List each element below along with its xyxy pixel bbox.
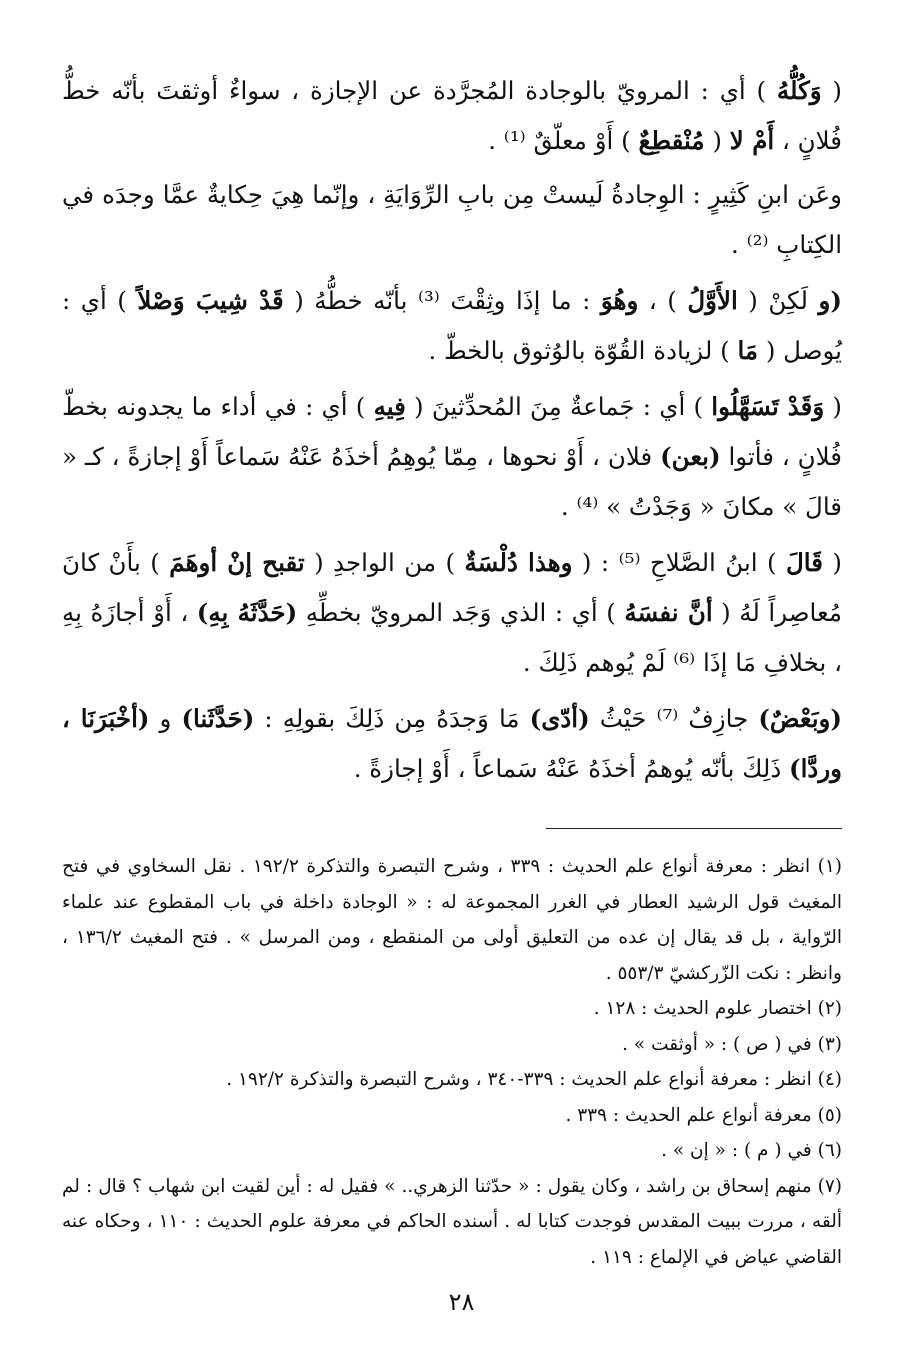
footnotes [62,849,842,1275]
paragraph-2: وعَن ابنِ كَثِيرٍ : الوِجادةُ لَيستْ مِن بابِ الرِّوَايَةِ ، وإنّما هِيَ حِكايةٌ عمَّا وجدَه في الكِتابِ ⁽²⁾ . [62,180,842,259]
bold-term: قَالَ [786,548,823,577]
text-run: لَكِنْ ( [737,286,819,315]
bold-term: مَا [737,336,759,365]
bold-term: (و [818,286,842,315]
book-page [62,66,842,1275]
bold-term: (وبَعْضٌ) [758,704,842,733]
footnote: (٢) اختصار علوم الحديث : ١٢٨ . [593,998,842,1019]
text-run: مَا وَجدَهُ مِن ذَلِكَ بقولِهِ : [254,704,530,733]
text-run: ) أي : في أداء ما يجدونه بخطّ فُلانٍ ، فأتوا [62,392,843,471]
bold-term: (أخْبَرَنَا ، وردَّا) [62,704,842,783]
text-run: ) ، [638,286,688,315]
text-run: ( [821,76,842,105]
paragraph-4 [62,382,842,532]
text-run: ) أي : يُوصل ( [62,286,842,365]
bold-term: وهذا دُلْسَةٌ [464,548,573,577]
paragraph-6 [62,694,842,794]
text-run: ) أي : الذي وَجَد المرويّ بخطِّهِ [297,598,625,627]
bold-term: أَمْ لا [729,126,775,155]
bold-term: فِيهِ [373,392,406,421]
paragraph-1 [62,66,842,166]
footnote: (١) انظر : معرفة أنواع علم الحديث : ٣٣٩ ، وشرح التبصرة والتذكرة ١٩٢/٢ . نقل السخاوي في فتح المغيث قول الرشيد العطار في الغرر المجموعة له : « الوجادة داخلة في باب المقطوع عند علماء الرّواية ، بل قد يقال إن عده من التعليق أولى من المنقطع ، ومن المرسل » . فتح المغيث ١٣٦/٢ ، وانظر : نكت الزّركشيّ ٥٥٣/٣ . [62,856,842,984]
bold-term: أنَّ نفسَهُ [624,598,713,627]
text-run: جازِفٌ ⁽⁷⁾ حَيْثُ [589,704,759,733]
footnote-divider [546,828,842,829]
text-run: ) بأَنْ كانَ مُعاصِراً لَهُ ( [62,548,842,627]
page-number: ٢٨ [448,1288,475,1316]
text-run: ) أَوْ معلّقٌ ⁽¹⁾ . [488,126,639,155]
text-run: فلان ، أَوْ نحوها ، مِمّا يُوهِمُ أخذَهُ عَنْهُ سَماعاً أَوْ إجازةً ، كـ « قالَ » مكانَ « وَجَدْتُ » ⁽⁴⁾ . [62,442,842,521]
text-run: ) أي : جَماعةٌ مِنَ المُحدِّثينَ ( [405,392,712,421]
bold-term: مُنْقطِعٌ [638,126,705,155]
bold-term: وهُوَ [600,286,639,315]
footnote: (٦) في ( م ) : « إن » . [661,1140,842,1161]
bold-term: (أدّى) [529,704,590,733]
text-run: : ما إذَا وثِقْتَ ⁽³⁾ بأنّه خطُّهُ ( [283,286,601,315]
paragraph-3 [62,276,842,376]
bold-term: قَدْ شِيبَ وَصْلاً [137,286,284,315]
text-run: ( [822,548,842,577]
footnote: (٤) انظر : معرفة أنواع علم الحديث : ٣٣٩-٣٤٠ ، وشرح التبصرة والتذكرة ١٩٢/٢ . [226,1069,842,1090]
footnote: (٥) معرفة أنواع علم الحديث : ٣٣٩ . [565,1104,842,1126]
text-run: ) ابنُ الصَّلاحِ ⁽⁵⁾ : ( [572,548,786,577]
footnote: (٧) منهم إسحاق بن راشد ، وكان يقول : « حدّثنا الزهري.. » فقيل له : أين لقيت ابن شهاب ؟ قال : لم ألقه ، مررت ببيت المقدس فوجدت كتابا له . أسنده الحاكم في معرفة علوم الحديث : ١١٠ ، وحكاه عنه القاضي عياض في الإلماع : ١١٩ . [62,1175,842,1268]
text-run: ( [824,392,842,421]
bold-term: (حَدَّثَنا) [181,704,255,733]
text-run: ) أي : المرويّ بالوجادة المُجرَّدة عن الإجازة ، سواءٌ أوثقتَ بأنّه خطُّ فُلانٍ ، [62,76,842,155]
paragraph-5 [62,538,842,688]
bold-term: (حَدَّثَهُ بِهِ) [196,598,298,627]
text-run: ( [704,126,730,155]
bold-term: وَكُلُّهُ [776,76,822,105]
text-run: ) من الواجدِ ( [304,548,465,577]
main-text [62,66,842,794]
bold-term: تقبح إنْ أوهَمَ [169,548,305,577]
text-run: ) لزيادة القُوّة بالوُثوق بالخطّ . [428,336,738,365]
text-run: ذَلِكَ بأنّه يُوهمُ أخذَهُ عَنْهُ سَماعاً ، أَوْ إجازةً . [353,754,790,783]
bold-term: وَقَدْ تَسَهَّلُوا [711,392,825,421]
text-run: و [149,704,182,733]
bold-term: (بعن) [660,442,721,471]
footnote: (٣) في ( ص ) : « أوثقت » . [622,1033,842,1055]
text-run: ، أَوْ أجازَهُ بِهِ ، بخلافِ مَا إذَا ⁽⁶⁾ لَمْ يُوهم ذَلِكَ . [62,598,842,677]
bold-term: الأَوَّلُ [687,286,738,315]
